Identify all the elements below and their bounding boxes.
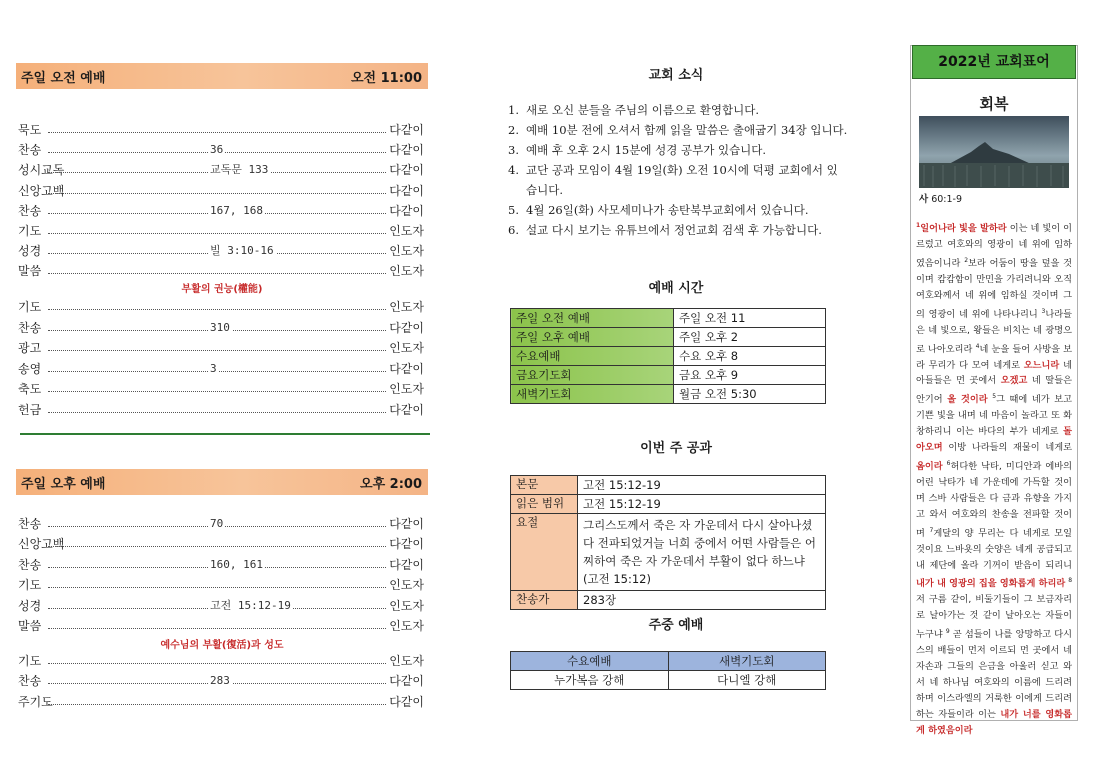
order-row	[18, 401, 424, 419]
dot-leader	[48, 132, 386, 133]
order-label: 찬송	[18, 143, 42, 158]
afternoon-sermon-title: 예수님의 부활(復活)과 성도	[160, 640, 284, 651]
dot-leader	[48, 391, 386, 392]
dot-leader	[48, 704, 386, 705]
order-label: 송영	[18, 361, 42, 376]
order-leader: 인도자	[389, 598, 424, 613]
order-label: 기도	[18, 654, 42, 668]
verse-number: 7	[929, 526, 934, 534]
lesson-row	[511, 514, 826, 591]
order-detail: 160, 161	[208, 556, 265, 574]
verse-text: 허다한 낙타, 미디안과 에바의 어린 낙타가 네 가운데에 가득할 것이며 스바 사람들은 다 금과 유향을 가지고 와서 여호와의 찬송을 전파할 것이며	[916, 461, 1072, 539]
dot-leader	[48, 663, 386, 664]
order-detail: 36	[208, 141, 225, 159]
schedule-time: 월금 오전 5:30	[674, 385, 826, 404]
news-text: 예배 후 오후 2시 15분에 성경 공부가 있습니다.	[526, 143, 767, 157]
midweek-header: 수요예배	[511, 652, 669, 671]
order-detail: 3	[208, 360, 219, 378]
news-number: 3.	[508, 143, 519, 157]
order-row	[18, 360, 424, 378]
lesson-value: 고전 15:12-19	[578, 495, 826, 514]
verse-text: 게달의 양 무리는 다 네게로 모일 것이요 느바욧의 숫양은 네게 공급되고 내 제단에 올라 기꺼이 받음이 되리니	[916, 527, 1072, 571]
midweek-value: 누가복음 강해	[511, 671, 669, 690]
order-label: 광고	[18, 341, 42, 356]
news-item	[508, 140, 848, 160]
news-item	[508, 120, 848, 140]
lesson-row	[511, 495, 826, 514]
verse-text: 올 것이라	[947, 394, 988, 406]
news-number: 1.	[508, 103, 519, 117]
schedule-row	[511, 347, 826, 366]
dot-leader	[48, 350, 386, 351]
order-leader: 다같이	[389, 403, 424, 417]
midweek-header: 새벽기도회	[668, 652, 826, 671]
verse-text: 돌아오며	[916, 426, 1072, 454]
dot-leader	[48, 587, 386, 588]
motto-title: 회복	[979, 95, 1009, 113]
morning-service-header	[16, 63, 428, 89]
dot-leader	[48, 273, 386, 274]
order-leader: 다같이	[389, 361, 424, 376]
order-row	[18, 556, 424, 574]
afternoon-service-time: 오후 2:00	[360, 476, 422, 492]
verse-number: 5	[992, 393, 997, 401]
verse-text: 보라 어둠이 땅을 덮을 것이며 캄캄함이 만민을 가리려니와 오직 여호와께서 네 위에 임하실 것이며 그의 영광이 네 위에 나타나리니	[916, 257, 1072, 320]
order-label: 말씀	[18, 619, 42, 633]
order-label: 찬송	[18, 517, 42, 531]
schedule-service: 주일 오전 예배	[511, 309, 674, 328]
schedule-row	[511, 385, 826, 404]
schedule-table	[510, 308, 826, 404]
verse-number: 2	[964, 256, 969, 264]
verse-text: 네 아들들은 먼 곳에서	[916, 359, 1072, 387]
schedule-service: 주일 오후 예배	[511, 328, 674, 347]
verse-reference: 사 60:1-9	[919, 194, 963, 205]
lesson-row	[511, 476, 826, 495]
order-leader: 다같이	[389, 517, 424, 531]
order-label: 성경	[18, 598, 42, 613]
afternoon-service-header	[16, 469, 428, 495]
order-detail: 167, 168	[208, 202, 265, 220]
verse-text: 곧 섬들이 나를 앙망하고 다시스의 배들이 먼저 이르되 먼 곳에서 네 자손과 그들의 은금을 아울러 싣고 와서 네 하나님 여호와의 이름에 드리려 하며 이스라엘의 거룩한 이에게 드리려 하는 자들이라 이는	[916, 629, 1073, 720]
verse-number: 9	[945, 628, 950, 636]
order-leader: 인도자	[389, 654, 424, 668]
order-row	[18, 693, 424, 711]
lesson-key: 요절	[511, 514, 578, 591]
section-divider	[20, 433, 430, 435]
order-detail: 283	[208, 672, 232, 690]
verse-number: 4	[975, 342, 980, 350]
verse-number: 3	[1041, 307, 1046, 315]
schedule-row	[511, 328, 826, 347]
order-row	[18, 121, 424, 139]
order-leader: 인도자	[389, 264, 424, 279]
midweek-title: 주중 예배	[648, 618, 704, 633]
order-row	[18, 597, 424, 615]
order-leader: 인도자	[389, 382, 424, 397]
order-label: 찬송	[18, 674, 42, 689]
order-row	[18, 576, 424, 594]
order-leader: 다같이	[389, 537, 424, 552]
verse-text: 내가 내 영광의 집을 영화롭게 하리라	[916, 578, 1066, 590]
schedule-service: 새벽기도회	[511, 385, 674, 404]
order-row	[18, 535, 424, 553]
midweek-table	[510, 651, 826, 690]
lesson-key: 읽은 범위	[511, 495, 578, 514]
order-detail: 교독문 133	[208, 161, 270, 179]
order-label: 헌금	[18, 403, 42, 417]
verse-text: 내가 너를 영화롭게 하였음이라	[916, 708, 1072, 736]
news-number: 6.	[508, 223, 519, 237]
dot-leader	[48, 309, 386, 310]
schedule-row	[511, 309, 826, 328]
verse-text: 일어나라 빛을 발하라	[920, 223, 1007, 235]
order-row	[18, 672, 424, 690]
schedule-title: 예배 시간	[648, 281, 704, 296]
schedule-time: 주일 오전 11	[674, 309, 826, 328]
verse-text: 이는 네 빛이 이르렀고 여호와의 영광이 네 위에 임하였음이니라	[916, 223, 1073, 269]
afternoon-service-title: 주일 오후 예배	[21, 476, 106, 492]
schedule-service: 금요기도회	[511, 366, 674, 385]
order-leader: 다같이	[389, 143, 424, 158]
verse-text: 저 구름 같이, 비둘기들이 그 보금자리로 날아가는 것 같이 날아오는 자들이 누구냐	[916, 594, 1072, 641]
order-leader: 다같이	[389, 203, 424, 218]
mountain-image	[919, 116, 1069, 188]
order-row	[18, 222, 424, 240]
order-row	[18, 319, 424, 337]
order-label: 찬송	[18, 557, 42, 572]
news-item	[508, 100, 848, 120]
news-title: 교회 소식	[648, 68, 704, 83]
news-text: 교단 공과 모임이 4월 19일(화) 오전 10시에 덕평 교회에서 있습니다.	[526, 163, 838, 197]
order-row	[18, 339, 424, 357]
lesson-value: 그리스도께서 죽은 자 가운데서 다시 살아나셨다 전파되었거늘 너희 중에서 어떤 사람들은 어찌하여 죽은 자 가운데서 부활이 없다 하느냐 (고전 15:12)	[578, 514, 826, 591]
verse-text: 옴이라	[916, 461, 943, 473]
lesson-value: 283장	[578, 591, 826, 610]
dot-leader	[48, 412, 386, 413]
order-label: 말씀	[18, 264, 42, 279]
verse-text: 그 때에 네가 보고 기쁜 빛을 내며 네 마음이 놀라고 또 화창하리니 이는 바다의 부가 네게로	[916, 394, 1073, 438]
news-text: 4월 26일(화) 사모세미나가 송탄북부교회에서 있습니다.	[526, 203, 809, 217]
midweek-value: 다니엘 강해	[668, 671, 826, 690]
news-item	[508, 160, 848, 200]
order-leader: 다같이	[389, 163, 424, 178]
verse-text: 오느니라	[1023, 359, 1060, 371]
order-row	[18, 182, 424, 200]
order-detail: 고전 15:12-19	[208, 597, 293, 615]
schedule-service: 수요예배	[511, 347, 674, 366]
order-label: 묵도	[18, 123, 42, 137]
order-row	[18, 298, 424, 316]
dot-leader	[48, 233, 386, 234]
order-label: 축도	[18, 382, 42, 397]
order-label: 기도	[18, 300, 42, 314]
order-label: 기도	[18, 578, 42, 593]
order-label: 신앙고백	[18, 183, 65, 198]
order-detail: 70	[208, 515, 225, 533]
order-label: 성시교독	[18, 163, 65, 178]
order-label: 찬송	[18, 320, 42, 335]
order-leader: 인도자	[389, 300, 424, 314]
order-leader: 다같이	[389, 557, 424, 572]
schedule-time: 수요 오후 8	[674, 347, 826, 366]
schedule-time: 주일 오후 2	[674, 328, 826, 347]
order-label: 찬송	[18, 203, 42, 218]
verse-text: 이방 나라들의 재물이 네게로	[942, 442, 1072, 454]
order-row	[18, 617, 424, 635]
order-row	[18, 242, 424, 260]
lesson-key: 찬송가	[511, 591, 578, 610]
order-row	[18, 262, 424, 280]
motto-banner: 2022년 교회표어	[912, 45, 1076, 79]
news-number: 5.	[508, 203, 519, 217]
lesson-value: 고전 15:12-19	[578, 476, 826, 495]
order-row	[18, 202, 424, 220]
news-item	[508, 200, 848, 220]
order-leader: 다같이	[389, 183, 424, 198]
order-leader: 인도자	[389, 578, 424, 593]
news-text: 설교 다시 보기는 유튜브에서 정언교회 검색 후 가능합니다.	[526, 223, 822, 237]
verse-reference-text: 60:1-9	[931, 194, 963, 205]
verse-text: 오겠고	[1000, 375, 1028, 387]
morning-sermon-title: 부활의 권능(權能)	[181, 284, 263, 295]
order-leader: 다같이	[389, 123, 424, 137]
order-label: 성경	[18, 244, 42, 259]
news-number: 4.	[508, 163, 519, 177]
schedule-time: 금요 오후 9	[674, 366, 826, 385]
news-item	[508, 220, 848, 240]
dot-leader	[48, 628, 386, 629]
order-detail: 빌 3:10-16	[208, 242, 276, 260]
motto-verse	[916, 218, 1072, 739]
verse-text: 네 딸들은 안기어	[916, 375, 1073, 406]
news-text: 예배 10분 전에 오셔서 함께 읽을 말씀은 출애굽기 34장 입니다.	[526, 123, 848, 137]
lesson-row	[511, 591, 826, 610]
verse-text: 나라들은 네 빛으로, 왕들은 비치는 네 광명으로 나아오리라	[916, 308, 1072, 355]
order-leader: 인도자	[389, 224, 424, 238]
order-leader: 다같이	[389, 320, 424, 335]
verse-number: 8	[1068, 577, 1073, 585]
order-row	[18, 161, 424, 179]
schedule-row	[511, 366, 826, 385]
order-label: 기도	[18, 224, 42, 238]
verse-number: 6	[946, 460, 951, 467]
morning-service-time: 오전 11:00	[350, 70, 422, 86]
order-row	[18, 652, 424, 670]
order-leader: 인도자	[389, 341, 424, 356]
order-label: 신앙고백	[18, 537, 65, 552]
lesson-key: 본문	[511, 476, 578, 495]
news-number: 2.	[508, 123, 519, 137]
order-leader: 인도자	[389, 244, 424, 259]
verse-number: 1	[916, 222, 921, 229]
order-row	[18, 380, 424, 398]
order-label: 주기도	[18, 694, 53, 709]
order-leader: 다같이	[389, 674, 424, 689]
verse-text: 네 눈을 들어 사방을 보라 무리가 다 모여 네게로	[916, 343, 1073, 371]
dot-leader	[48, 193, 386, 194]
order-row	[18, 141, 424, 159]
order-row	[18, 515, 424, 533]
order-leader: 인도자	[389, 619, 424, 633]
order-leader: 다같이	[389, 694, 424, 709]
news-list	[508, 100, 848, 240]
lesson-title: 이번 주 공과	[640, 441, 712, 456]
morning-service-title: 주일 오전 예배	[21, 70, 106, 86]
lesson-table	[510, 475, 826, 610]
news-text: 새로 오신 분들을 주님의 이름으로 환영합니다.	[526, 103, 760, 117]
dot-leader	[48, 546, 386, 547]
order-detail: 310	[208, 319, 232, 337]
